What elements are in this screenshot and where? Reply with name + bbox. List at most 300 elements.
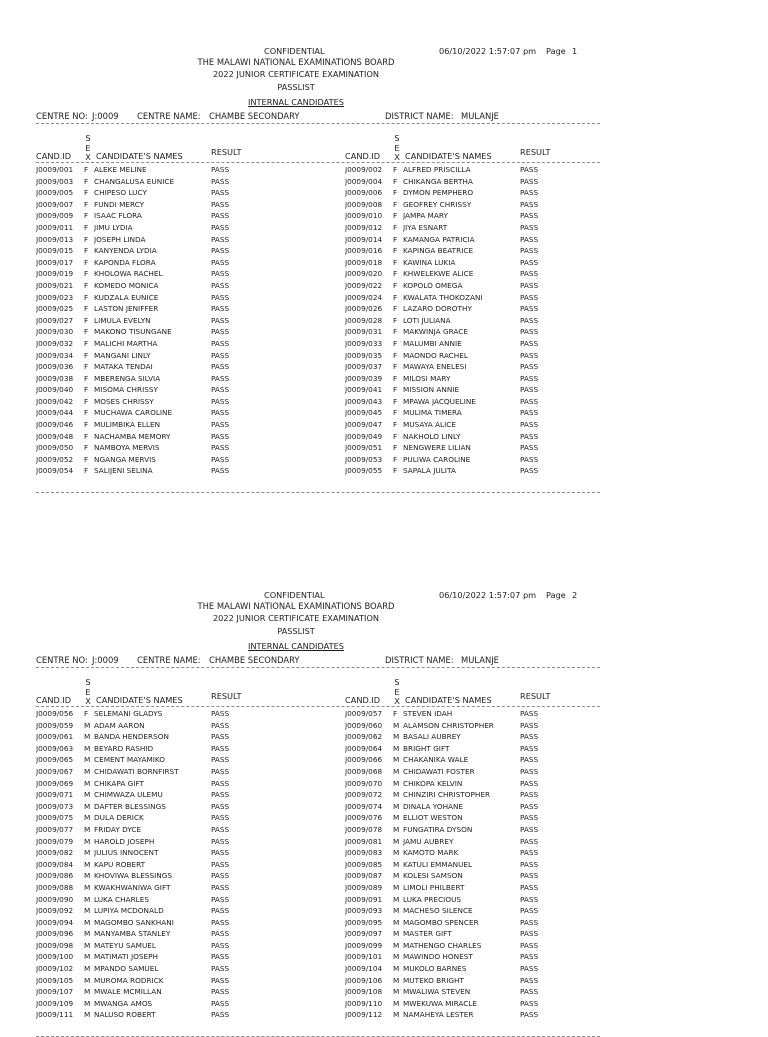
table-row [36, 824, 326, 836]
candidate-sex: F [84, 443, 89, 453]
candidate-sex: F [393, 315, 398, 325]
table-row [36, 303, 326, 315]
candidate-result: PASS [211, 246, 230, 256]
candidate-id: J0009/077 [36, 824, 74, 834]
table-row [345, 859, 635, 871]
candidate-name: KAPU ROBERT [94, 859, 146, 869]
candidate-name: KUDZALA EUNICE [94, 292, 159, 302]
table-row [36, 917, 326, 929]
table-row [345, 315, 635, 327]
candidate-result: PASS [520, 755, 539, 765]
table-row [345, 801, 635, 813]
candidate-id: J0009/109 [36, 998, 74, 1008]
candidate-name: MAGOMBO SANKHANI [94, 917, 174, 927]
candidate-result: PASS [520, 420, 539, 430]
candidate-sex: M [84, 987, 91, 997]
table-row [36, 951, 326, 963]
sex-header-letter: X [85, 696, 91, 706]
candidate-name: MPAWA JACQUELINE [403, 396, 476, 406]
candidate-sex: M [393, 836, 400, 846]
candidate-sex: F [393, 211, 398, 221]
table-row [36, 210, 326, 222]
candidate-name: LASTON JENIFFER [94, 304, 159, 314]
candidate-id: J0009/093 [345, 906, 383, 916]
table-row [345, 778, 635, 790]
candidate-result: PASS [211, 443, 230, 453]
candidate-sex: M [84, 894, 91, 904]
candidate-id: J0009/041 [345, 385, 383, 395]
candidate-name: JOSEPH LINDA [94, 234, 146, 244]
candidate-sex: F [84, 420, 89, 430]
candidate-result: PASS [520, 813, 539, 823]
candidate-result: PASS [211, 964, 230, 974]
candidate-id: J0009/001 [36, 165, 74, 174]
candidate-result: PASS [211, 709, 230, 718]
candidate-id: J0009/069 [36, 778, 74, 788]
candidate-name: ELLIOT WESTON [403, 813, 463, 823]
candidate-result: PASS [211, 176, 230, 186]
cand-id-header: CAND.ID [345, 151, 381, 161]
table-row [345, 442, 635, 454]
table-row [36, 731, 326, 743]
candidate-result: PASS [211, 304, 230, 314]
confidential-label: CONFIDENTIAL [264, 46, 325, 56]
candidate-name: SALIJENI SELINA [94, 466, 153, 476]
candidate-result: PASS [211, 859, 230, 869]
table-row [36, 431, 326, 443]
candidate-name: BRIGHT GIFT [403, 743, 450, 753]
candidate-sex: M [84, 813, 91, 823]
candidate-name: MBERENGA SILVIA [94, 373, 161, 383]
candidate-id: J0009/013 [36, 234, 74, 244]
candidate-sex: M [393, 929, 400, 939]
candidates-column [36, 120, 326, 477]
candidate-sex: F [393, 292, 398, 302]
candidate-name: FUNDI MERCY [94, 199, 145, 209]
candidate-id: J0009/011 [36, 222, 74, 232]
candidate-result: PASS [520, 836, 539, 846]
candidate-sex: M [393, 917, 400, 927]
candidate-result: PASS [520, 766, 539, 776]
candidate-name: BEYARD RASHID [94, 743, 154, 753]
table-row [36, 963, 326, 975]
candidate-name: MUTEKO BRIGHT [403, 975, 464, 985]
table-row [36, 743, 326, 755]
table-row [36, 245, 326, 257]
candidate-sex: M [393, 952, 400, 962]
candidate-name: KWALATA THOKOZANI [403, 292, 483, 302]
candidate-sex: M [393, 987, 400, 997]
candidates-column [345, 120, 635, 477]
candidate-id: J0009/004 [345, 176, 383, 186]
table-row [36, 199, 326, 211]
sex-header-letter: S [394, 133, 400, 143]
candidate-name: MULIMA TIMERA [403, 408, 462, 418]
candidate-name: CHIMWAZA ULEMU [94, 790, 163, 800]
candidate-id: J0009/056 [36, 709, 74, 718]
cand-id-header: CAND.ID [345, 695, 381, 705]
candidate-result: PASS [520, 790, 539, 800]
candidate-id: J0009/002 [345, 165, 383, 174]
candidate-result: PASS [211, 906, 230, 916]
candidates-column [36, 664, 326, 1021]
candidate-id: J0009/101 [345, 952, 383, 962]
table-row [345, 940, 635, 952]
candidate-name: LUPIYA MCDONALD [94, 906, 164, 916]
candidate-result: PASS [211, 188, 230, 198]
candidate-id: J0009/088 [36, 882, 74, 892]
candidate-name: SELEMANI GLADYS [94, 709, 163, 718]
candidate-result: PASS [211, 987, 230, 997]
candidate-id: J0009/040 [36, 385, 74, 395]
table-row [36, 373, 326, 385]
candidate-result: PASS [520, 917, 539, 927]
candidate-id: J0009/105 [36, 975, 74, 985]
table-row [345, 998, 635, 1010]
candidate-name: GEOFREY CHRISSY [403, 199, 472, 209]
candidate-name: KOMEDO MONICA [94, 280, 159, 290]
candidate-result: PASS [211, 940, 230, 950]
district-name: MULANJE [461, 655, 499, 665]
candidate-id: J0009/067 [36, 766, 74, 776]
candidate-id: J0009/054 [36, 466, 74, 476]
candidate-id: J0009/100 [36, 952, 74, 962]
table-row [345, 431, 635, 443]
candidate-result: PASS [211, 466, 230, 476]
candidate-sex: F [393, 373, 398, 383]
candidate-name: MISOMA CHRISSY [94, 385, 158, 395]
candidate-sex: F [393, 165, 398, 174]
sex-header-letter: E [85, 142, 91, 153]
table-row [36, 766, 326, 778]
candidate-result: PASS [520, 975, 539, 985]
candidate-sex: M [393, 964, 400, 974]
candidate-result: PASS [211, 338, 230, 348]
candidate-name: JAMPA MARY [403, 211, 448, 221]
table-row [36, 847, 326, 859]
candidate-result: PASS [520, 385, 539, 395]
candidate-name: HAROLD JOSEPH [94, 836, 155, 846]
candidate-sex: M [84, 917, 91, 927]
table-row [345, 176, 635, 188]
table-row [36, 894, 326, 906]
candidate-name: NAMBOYA MERVIS [94, 443, 160, 453]
candidate-name: KOLESI SAMSON [403, 871, 463, 881]
table-row [345, 894, 635, 906]
candidate-result: PASS [211, 929, 230, 939]
candidate-sex: F [393, 338, 398, 348]
candidate-name: DINALA YOHANE [403, 801, 464, 811]
candidate-id: J0009/083 [345, 848, 383, 858]
candidate-name: MATEYU SAMUEL [94, 940, 156, 950]
exam-title: 2022 JUNIOR CERTIFICATE EXAMINATION [212, 613, 380, 623]
candidate-result: PASS [211, 975, 230, 985]
candidate-id: J0009/110 [345, 998, 383, 1008]
candidate-sex: F [393, 246, 398, 256]
table-row [36, 407, 326, 419]
candidate-id: J0009/051 [345, 443, 383, 453]
table-row [345, 257, 635, 269]
table-row [36, 292, 326, 304]
candidate-id: J0009/102 [36, 964, 74, 974]
page-label: Page [546, 46, 566, 56]
candidate-name: CHANGALUSA EUNICE [94, 176, 175, 186]
table-row [345, 731, 635, 743]
candidate-id: J0009/078 [345, 824, 383, 834]
candidate-id: J0009/008 [345, 199, 383, 209]
table-row [345, 951, 635, 963]
candidate-sex: F [393, 176, 398, 186]
candidate-id: J0009/066 [345, 755, 383, 765]
centre-name: CHAMBE SECONDARY [209, 111, 300, 121]
candidate-result: PASS [211, 848, 230, 858]
centre-no-label: CENTRE NO: [36, 655, 88, 665]
table-row [345, 280, 635, 292]
candidate-id: J0009/022 [345, 280, 383, 290]
candidate-sex: M [393, 720, 400, 730]
candidate-id: J0009/084 [36, 859, 74, 869]
candidate-id: J0009/104 [345, 964, 383, 974]
candidate-id: J0009/055 [345, 466, 383, 476]
candidate-id: J0009/082 [36, 848, 74, 858]
candidate-sex: M [393, 824, 400, 834]
candidate-result: PASS [520, 720, 539, 730]
candidate-sex: F [393, 188, 398, 198]
candidate-sex: F [84, 315, 89, 325]
candidate-name: NENGWERE LILIAN [403, 443, 471, 453]
table-row [345, 338, 635, 350]
candidate-name: KHOVIWA BLESSINGS [94, 871, 172, 881]
candidate-result: PASS [211, 292, 230, 302]
candidate-id: J0009/005 [36, 188, 74, 198]
table-row [36, 384, 326, 396]
candidate-id: J0009/111 [36, 1010, 74, 1020]
candidate-sex: F [393, 222, 398, 232]
candidate-name: KAPONDA FLORA [94, 257, 156, 267]
candidate-result: PASS [211, 998, 230, 1008]
candidate-name: LAZARO DOROTHY [403, 304, 472, 314]
candidate-sex: F [84, 327, 89, 337]
candidate-result: PASS [211, 199, 230, 209]
candidates-column [345, 664, 635, 1021]
candidate-name: JAMU AUBREY [403, 836, 454, 846]
candidate-sex: F [84, 431, 89, 441]
candidate-sex: F [393, 304, 398, 314]
candidate-result: PASS [520, 964, 539, 974]
candidate-sex: M [393, 975, 400, 985]
candidate-result: PASS [520, 188, 539, 198]
candidate-result: PASS [211, 350, 230, 360]
table-row [345, 164, 635, 176]
candidate-id: J0009/095 [345, 917, 383, 927]
sex-header-letter: E [394, 142, 400, 153]
candidate-result: PASS [520, 443, 539, 453]
candidate-id: J0009/031 [345, 327, 383, 337]
candidate-name: STEVEN IDAH [403, 709, 453, 718]
candidate-sex: M [393, 894, 400, 904]
candidate-name: MPANDO SAMUEL [94, 964, 159, 974]
table-row [36, 870, 326, 882]
candidate-result: PASS [211, 211, 230, 221]
candidate-sex: F [393, 362, 398, 372]
candidate-result: PASS [520, 824, 539, 834]
table-row [345, 407, 635, 419]
table-row [345, 465, 635, 477]
table-row [345, 187, 635, 199]
candidate-sex: F [393, 269, 398, 279]
column-header [345, 120, 635, 164]
candidate-id: J0009/099 [345, 940, 383, 950]
candidate-sex: F [84, 338, 89, 348]
candidate-name: MAWAYA ENELESI [403, 362, 467, 372]
candidate-sex: M [393, 813, 400, 823]
candidate-sex: F [393, 350, 398, 360]
candidate-sex: M [393, 940, 400, 950]
table-row [36, 1009, 326, 1021]
candidate-id: J0009/027 [36, 315, 74, 325]
candidate-result: PASS [211, 790, 230, 800]
table-row [345, 396, 635, 408]
candidate-id: J0009/096 [36, 929, 74, 939]
candidate-id: J0009/034 [36, 350, 74, 360]
candidate-name: MISSION ANNIE [403, 385, 460, 395]
candidate-result: PASS [211, 165, 230, 174]
candidate-result: PASS [520, 859, 539, 869]
candidate-name: CEMENT MAYAMIKO [94, 755, 166, 765]
candidate-sex: F [393, 396, 398, 406]
candidate-sex: F [84, 709, 89, 718]
table-row [36, 986, 326, 998]
candidate-name: MATAKA TENDAI [94, 362, 153, 372]
candidate-name: MUCHAWA CAROLINE [94, 408, 173, 418]
candidate-result: PASS [211, 894, 230, 904]
candidate-id: J0009/014 [345, 234, 383, 244]
candidate-name: CHIDAWATI BORNFIRST [94, 766, 179, 776]
candidate-sex: M [84, 766, 91, 776]
candidate-id: J0009/090 [36, 894, 74, 904]
candidate-name: MAKONO TISUNGANE [94, 327, 172, 337]
candidate-name: CHIKOPA KELVIN [403, 778, 463, 788]
candidate-name: MAONDO RACHEL [403, 350, 468, 360]
candidate-id: J0009/070 [345, 778, 383, 788]
candidate-id: J0009/059 [36, 720, 74, 730]
candidate-id: J0009/023 [36, 292, 74, 302]
centre-name: CHAMBE SECONDARY [209, 655, 300, 665]
sex-header [84, 678, 92, 707]
candidate-name: LUKA PRECIOUS [403, 894, 462, 904]
candidate-result: PASS [211, 396, 230, 406]
table-row [36, 176, 326, 188]
candidate-id: J0009/061 [36, 732, 74, 742]
candidate-id: J0009/092 [36, 906, 74, 916]
candidate-id: J0009/039 [345, 373, 383, 383]
candidate-name: NGANGA MERVIS [94, 454, 156, 464]
candidate-name: MATHENGO CHARLES [403, 940, 482, 950]
candidate-sex: F [393, 280, 398, 290]
table-row [345, 812, 635, 824]
candidate-name: DAFTER BLESSINGS [94, 801, 166, 811]
exam-title: 2022 JUNIOR CERTIFICATE EXAMINATION [212, 69, 380, 79]
table-row [36, 280, 326, 292]
candidate-sex: M [393, 732, 400, 742]
candidate-sex: F [84, 234, 89, 244]
candidate-result: PASS [520, 848, 539, 858]
candidate-result: PASS [211, 373, 230, 383]
candidate-id: J0009/026 [345, 304, 383, 314]
table-row [345, 199, 635, 211]
district-label: DISTRICT NAME: [385, 655, 454, 665]
report-page [0, 0, 768, 480]
candidate-name: JIYA ESNART [403, 222, 448, 232]
divider-bottom [36, 492, 600, 493]
candidate-name: BASALI AUBREY [403, 732, 461, 742]
table-row [36, 454, 326, 466]
result-header: RESULT [211, 147, 242, 157]
centre-no-label: CENTRE NO: [36, 111, 88, 121]
sex-header [393, 134, 401, 163]
result-header: RESULT [520, 147, 551, 157]
candidate-result: PASS [520, 304, 539, 314]
sex-header-letter: S [85, 677, 91, 687]
candidate-id: J0009/087 [345, 871, 383, 881]
table-row [36, 859, 326, 871]
candidate-result: PASS [211, 882, 230, 892]
candidate-id: J0009/037 [345, 362, 383, 372]
candidate-name: NALUSO ROBERT [94, 1010, 156, 1020]
candidate-name: KWAKHWANIWA GIFT [94, 882, 171, 892]
list-type: PASSLIST [277, 81, 315, 92]
candidate-name: CHIKANGA BERTHA [403, 176, 473, 186]
table-row [36, 419, 326, 431]
candidate-result: PASS [520, 350, 539, 360]
candidate-name: KAMOTO MARK [403, 848, 459, 858]
candidate-result: PASS [520, 929, 539, 939]
candidate-result: PASS [520, 362, 539, 372]
candidate-name: MWALE MCMILLAN [94, 987, 162, 997]
table-row [36, 905, 326, 917]
candidate-sex: M [84, 859, 91, 869]
names-header: CANDIDATE'S NAMES [405, 695, 492, 705]
candidate-sex: M [84, 824, 91, 834]
candidate-name: KAPINGA BEATRICE [403, 246, 474, 256]
candidate-sex: M [84, 929, 91, 939]
candidate-id: J0009/072 [345, 790, 383, 800]
candidate-id: J0009/003 [36, 176, 74, 186]
district-name: MULANJE [461, 111, 499, 121]
candidate-result: PASS [211, 952, 230, 962]
table-row [36, 778, 326, 790]
candidate-name: ALEKE MELINE [94, 165, 147, 174]
candidate-sex: M [84, 755, 91, 765]
candidate-sex: F [393, 466, 398, 476]
table-row [345, 419, 635, 431]
candidate-name: MWANGA AMOS [94, 998, 153, 1008]
candidate-result: PASS [211, 813, 230, 823]
candidate-sex: F [393, 199, 398, 209]
table-row [36, 350, 326, 362]
candidate-sex: F [84, 199, 89, 209]
candidate-sex: M [393, 778, 400, 788]
candidate-name: CHIPESO LUCY [94, 188, 147, 198]
candidate-sex: F [393, 709, 398, 718]
candidate-result: PASS [520, 801, 539, 811]
names-header: CANDIDATE'S NAMES [96, 151, 183, 161]
column-header [36, 120, 326, 164]
candidate-sex: F [393, 454, 398, 464]
candidate-name: KATULI EMMANUEL [403, 859, 473, 869]
candidate-name: LOTI JULIANA [403, 315, 451, 325]
candidate-name: CHINZIRI CHRISTOPHER [403, 790, 491, 800]
